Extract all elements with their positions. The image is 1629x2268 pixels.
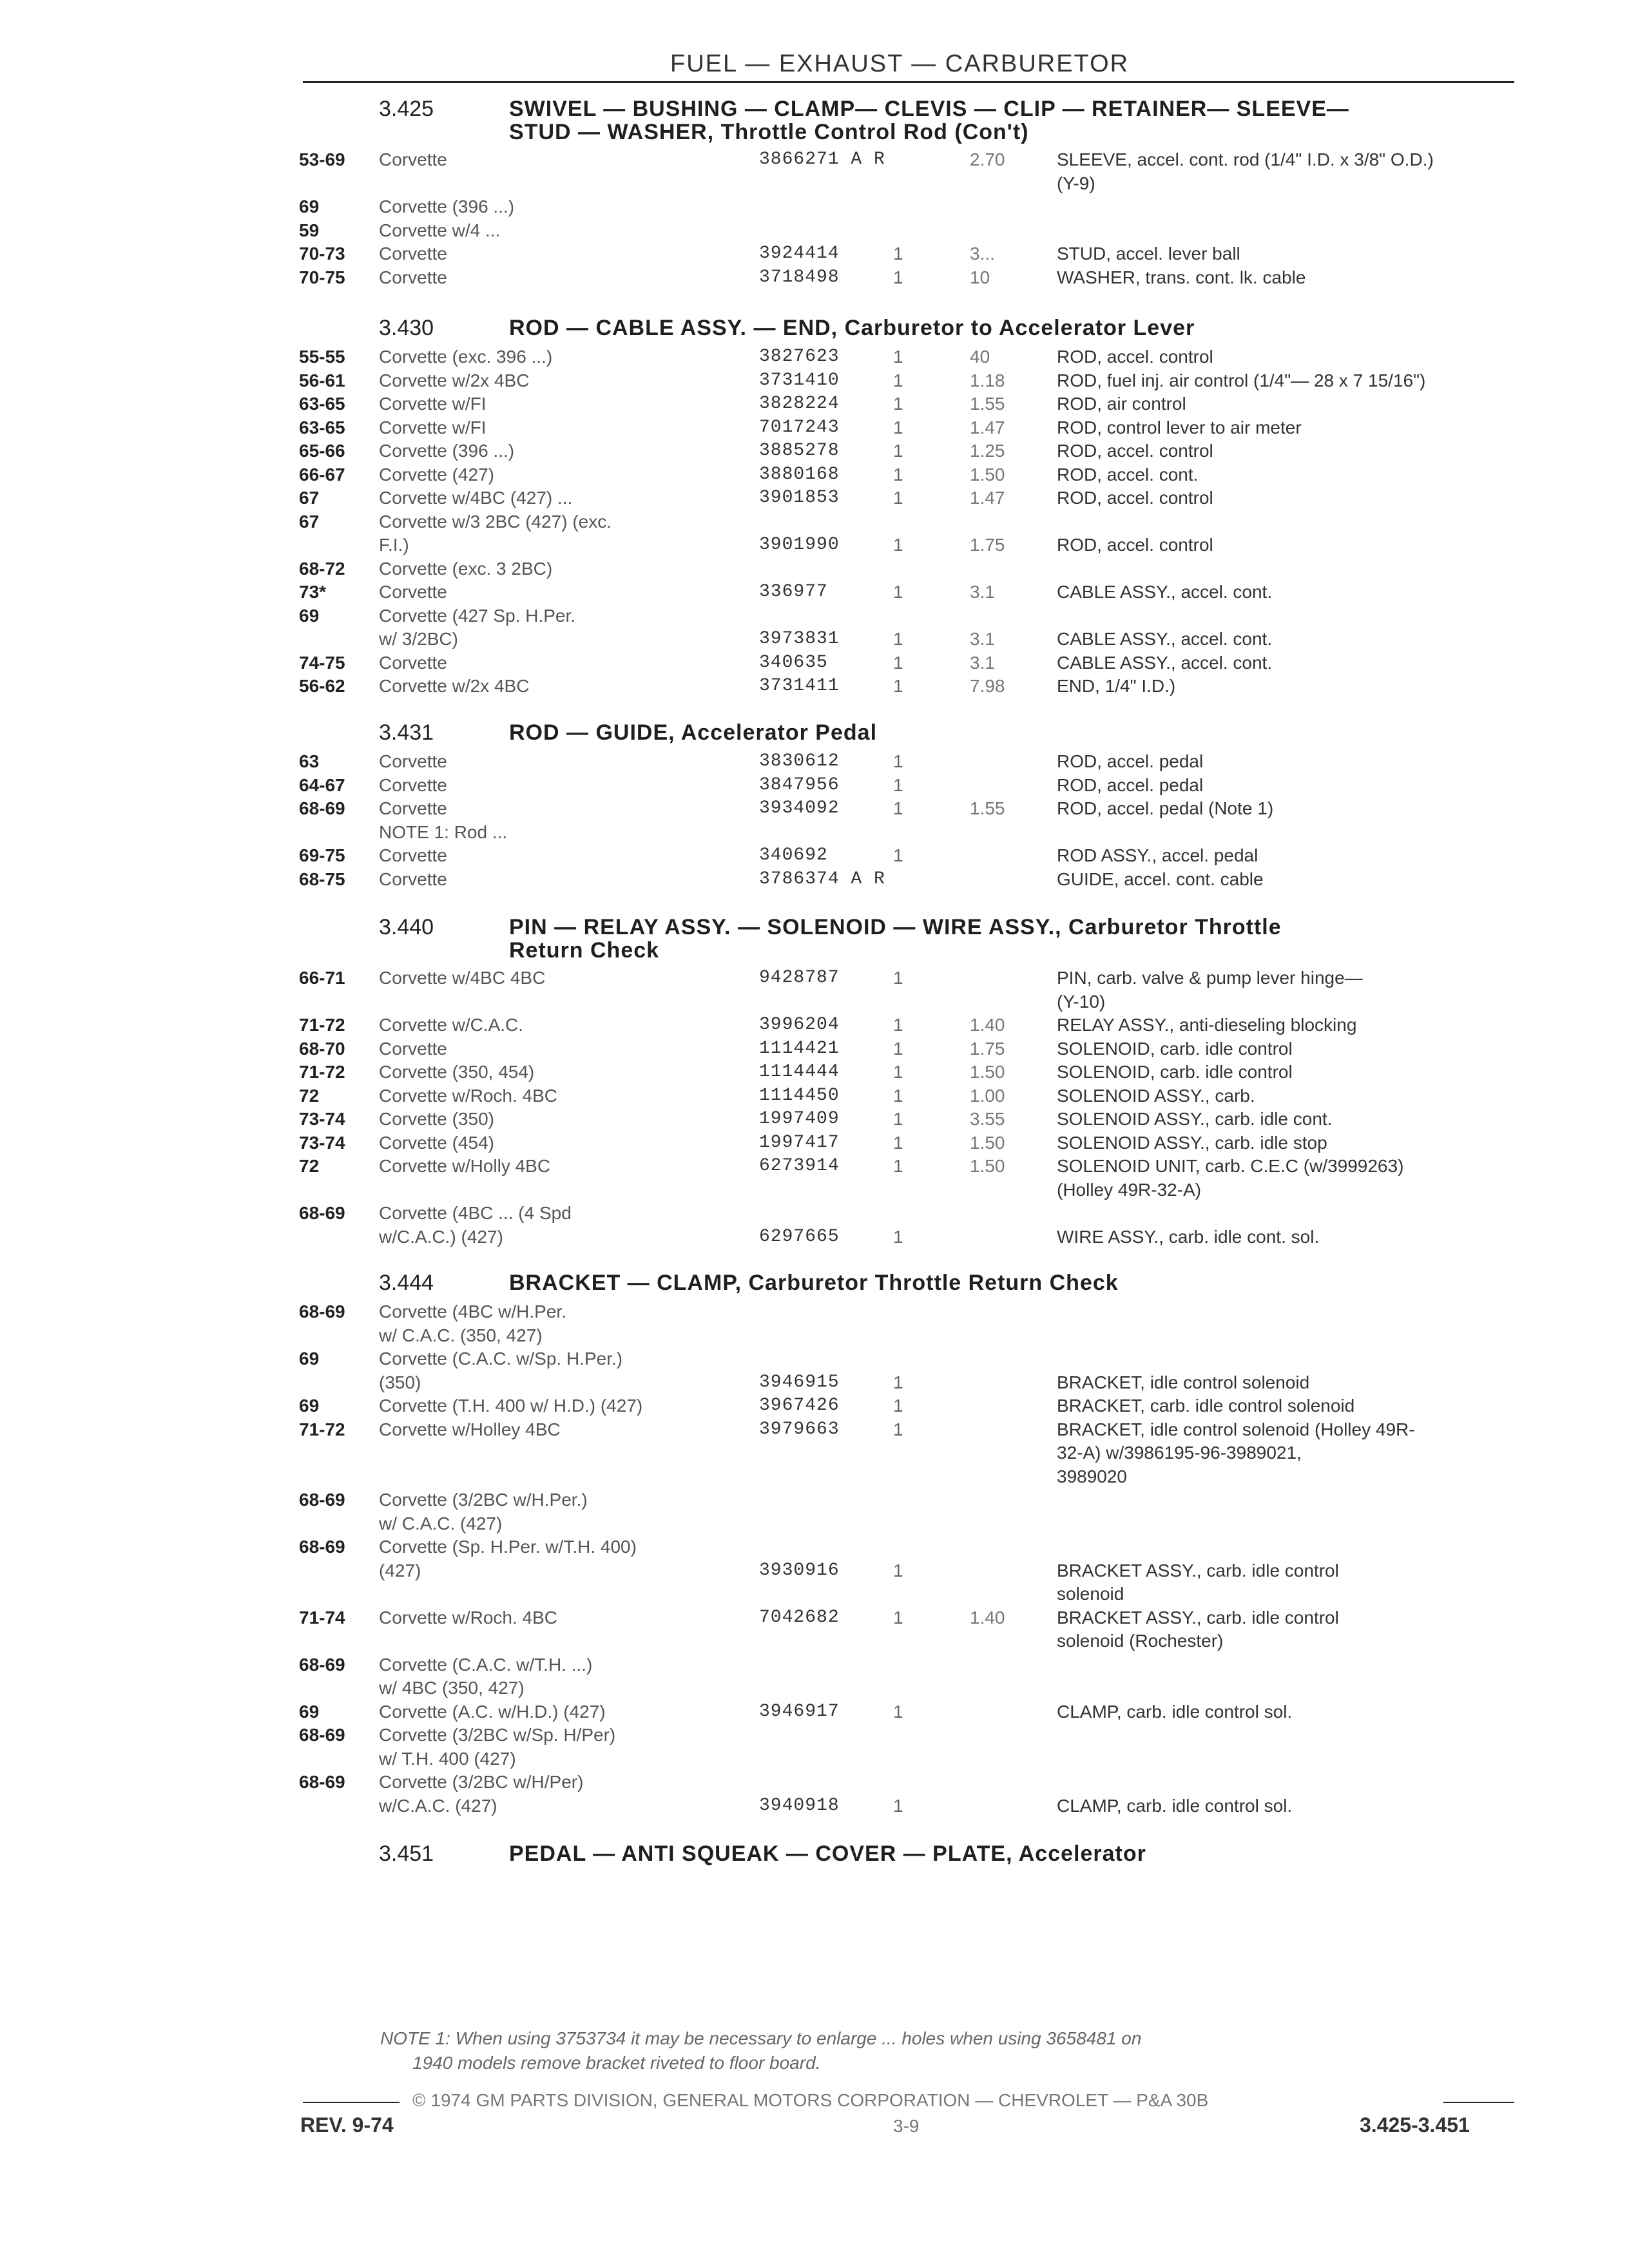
model-cell: (350) bbox=[379, 1372, 421, 1392]
group-cell: 3.55 bbox=[970, 1109, 1005, 1129]
year-cell: 69 bbox=[299, 605, 320, 626]
footer-rule-right bbox=[1443, 2102, 1514, 2103]
group-cell: 1.47 bbox=[970, 417, 1005, 437]
description-cell: WASHER, trans. cont. lk. cable bbox=[1057, 267, 1306, 287]
footer-page-number: 3-9 bbox=[893, 2116, 920, 2136]
quantity-cell: 1 bbox=[893, 244, 903, 264]
year-cell: 68-75 bbox=[299, 869, 345, 889]
part-number-cell: 3786374 A R bbox=[759, 869, 885, 889]
description-cell: CLAMP, carb. idle control sol. bbox=[1057, 1795, 1293, 1816]
quantity-cell: 1 bbox=[893, 417, 903, 437]
part-number-cell: 6297665 bbox=[759, 1226, 840, 1247]
group-cell: 1.40 bbox=[970, 1015, 1005, 1035]
description-cell: ROD ASSY., accel. pedal bbox=[1057, 845, 1258, 865]
model-cell: Corvette (T.H. 400 w/ H.D.) (427) bbox=[379, 1396, 643, 1416]
model-cell: Corvette bbox=[379, 652, 447, 673]
model-cell: Corvette (A.C. w/H.D.) (427) bbox=[379, 1701, 606, 1722]
model-cell: Corvette w/2x 4BC bbox=[379, 676, 530, 696]
group-cell: 1.18 bbox=[970, 370, 1005, 390]
group-cell: 3.1 bbox=[970, 652, 995, 673]
model-cell: Corvette w/4BC 4BC bbox=[379, 968, 546, 988]
part-number-cell: 1114450 bbox=[759, 1085, 840, 1106]
section-number: 3.431 bbox=[379, 720, 434, 745]
description-cell: ROD, air control bbox=[1057, 394, 1186, 414]
footer-revision: REV. 9-74 bbox=[300, 2113, 394, 2137]
group-cell: 1.75 bbox=[970, 535, 1005, 555]
part-number-cell: 1997417 bbox=[759, 1132, 840, 1153]
model-cell: Corvette bbox=[379, 798, 447, 818]
model-cell: Corvette (Sp. H.Per. w/T.H. 400) bbox=[379, 1537, 637, 1557]
section-title: PEDAL — ANTI SQUEAK — COVER — PLATE, Accelerator bbox=[509, 1841, 1146, 1866]
part-number-cell: 3967426 bbox=[759, 1396, 840, 1416]
quantity-cell: 1 bbox=[893, 267, 903, 287]
description-cell: ROD, accel. pedal bbox=[1057, 774, 1204, 795]
description-cell: SLEEVE, accel. cont. rod (1/4" I.D. x 3/8" O.D.) bbox=[1057, 149, 1434, 169]
model-cell: Corvette (427) bbox=[379, 464, 494, 485]
year-cell: 66-71 bbox=[299, 968, 345, 988]
running-title: FUEL — EXHAUST — CARBURETOR bbox=[670, 50, 1130, 77]
group-cell: 1.50 bbox=[970, 1062, 1005, 1082]
quantity-cell: 1 bbox=[893, 1085, 903, 1106]
quantity-cell: 1 bbox=[893, 1372, 903, 1392]
section-title: ROD — GUIDE, Accelerator Pedal bbox=[509, 720, 878, 745]
part-number-cell: 3973831 bbox=[759, 629, 840, 649]
part-number-cell: 1114444 bbox=[759, 1062, 840, 1082]
year-cell: 68-69 bbox=[299, 1654, 345, 1675]
model-cell: Corvette w/3 2BC (427) (exc. bbox=[379, 511, 612, 532]
model-cell: Corvette (4BC ... (4 Spd bbox=[379, 1203, 572, 1223]
model-cell: NOTE 1: Rod ... bbox=[379, 822, 508, 842]
description-cell: GUIDE, accel. cont. cable bbox=[1057, 869, 1264, 889]
year-cell: 72 bbox=[299, 1085, 320, 1106]
part-number-cell: 3901990 bbox=[759, 535, 840, 555]
part-number-cell: 3827623 bbox=[759, 347, 840, 367]
part-number-cell: 3934092 bbox=[759, 798, 840, 818]
quantity-cell: 1 bbox=[893, 535, 903, 555]
description-cell: SOLENOID ASSY., carb. idle cont. bbox=[1057, 1109, 1333, 1129]
model-cell: Corvette (exc. 396 ...) bbox=[379, 347, 553, 367]
part-number-cell: 7042682 bbox=[759, 1607, 840, 1628]
year-cell: 55-55 bbox=[299, 347, 345, 367]
year-cell: 68-69 bbox=[299, 1302, 345, 1321]
section-title: PIN — RELAY ASSY. — SOLENOID — WIRE ASSY., Carburetor Throttle bbox=[509, 915, 1282, 939]
model-cell: Corvette w/FI bbox=[379, 394, 487, 414]
part-number-cell: 1997409 bbox=[759, 1109, 840, 1129]
year-cell: 63-65 bbox=[299, 417, 345, 437]
model-cell: Corvette (3/2BC w/Sp. H/Per) bbox=[379, 1725, 616, 1745]
part-number-cell: 3718498 bbox=[759, 267, 840, 287]
model-cell: Corvette bbox=[379, 845, 447, 865]
year-cell: 66-67 bbox=[299, 464, 345, 485]
footer-section-range: 3.425-3.451 bbox=[1360, 2113, 1470, 2137]
model-cell: Corvette (350, 454) bbox=[379, 1062, 535, 1082]
year-cell: 73-74 bbox=[299, 1109, 345, 1129]
quantity-cell: 1 bbox=[893, 1015, 903, 1035]
description-cell: END, 1/4" I.D.) bbox=[1057, 676, 1176, 696]
model-cell: Corvette (3/2BC w/H/Per) bbox=[379, 1772, 584, 1792]
group-cell: 7.98 bbox=[970, 676, 1005, 696]
quantity-cell: 1 bbox=[893, 370, 903, 390]
section-number: 3.451 bbox=[379, 1841, 434, 1866]
description-cell: SOLENOID UNIT, carb. C.E.C (w/3999263) bbox=[1057, 1156, 1404, 1176]
section-number: 3.440 bbox=[379, 915, 434, 939]
year-cell: 71-72 bbox=[299, 1015, 345, 1035]
quantity-cell: 1 bbox=[893, 968, 903, 988]
model-cell: w/ T.H. 400 (427) bbox=[379, 1748, 516, 1769]
model-cell: Corvette (C.A.C. w/Sp. H.Per.) bbox=[379, 1349, 623, 1369]
year-cell: 53-69 bbox=[299, 149, 345, 169]
year-cell: 64-67 bbox=[299, 774, 345, 795]
year-cell: 56-61 bbox=[299, 370, 345, 390]
quantity-cell: 1 bbox=[893, 1038, 903, 1059]
year-cell: 68-72 bbox=[299, 558, 345, 579]
group-cell: 1.40 bbox=[970, 1607, 1005, 1628]
description-cell: ROD, control lever to air meter bbox=[1057, 417, 1302, 437]
year-cell: 74-75 bbox=[299, 652, 345, 673]
part-number-cell: 3979663 bbox=[759, 1419, 840, 1439]
description-cell: SOLENOID, carb. idle control bbox=[1057, 1062, 1293, 1082]
group-cell: 1.47 bbox=[970, 488, 1005, 508]
year-cell: 69 bbox=[299, 1396, 320, 1416]
description-cell: ROD, accel. cont. bbox=[1057, 464, 1199, 485]
description-cell: (Holley 49R-32-A) bbox=[1057, 1179, 1202, 1200]
section-number: 3.430 bbox=[379, 316, 434, 340]
model-cell: w/ C.A.C. (427) bbox=[379, 1513, 503, 1533]
description-cell: WIRE ASSY., carb. idle cont. sol. bbox=[1057, 1226, 1320, 1247]
year-cell: 71-72 bbox=[299, 1062, 345, 1082]
part-number-cell: 3924414 bbox=[759, 244, 840, 264]
description-cell: SOLENOID ASSY., carb. bbox=[1057, 1085, 1255, 1106]
description-cell: STUD, accel. lever ball bbox=[1057, 244, 1240, 264]
model-cell: Corvette (exc. 3 2BC) bbox=[379, 558, 553, 579]
model-cell: w/ 4BC (350, 427) bbox=[379, 1678, 525, 1698]
year-cell: 68-69 bbox=[299, 798, 345, 818]
quantity-cell: 1 bbox=[893, 488, 903, 508]
part-number-cell: 3901853 bbox=[759, 488, 840, 508]
description-cell: BRACKET, carb. idle control solenoid bbox=[1057, 1396, 1355, 1416]
part-number-cell: 3930916 bbox=[759, 1560, 840, 1581]
part-number-cell: 3731410 bbox=[759, 370, 840, 390]
year-cell: 69 bbox=[299, 1701, 320, 1722]
year-cell: 63-65 bbox=[299, 394, 345, 414]
description-cell: (Y-9) bbox=[1057, 173, 1095, 193]
description-cell: ROD, accel. control bbox=[1057, 535, 1213, 555]
section-title: BRACKET — CLAMP, Carburetor Throttle Return Check bbox=[509, 1271, 1119, 1295]
quantity-cell: 1 bbox=[893, 441, 903, 461]
group-cell: 1.50 bbox=[970, 1132, 1005, 1153]
quantity-cell: 1 bbox=[893, 347, 903, 367]
section-number: 3.425 bbox=[379, 97, 434, 121]
description-cell: ROD, accel. control bbox=[1057, 441, 1213, 461]
description-cell: ROD, fuel inj. air control (1/4"— 28 x 7 15/16") bbox=[1057, 370, 1426, 390]
quantity-cell: 1 bbox=[893, 676, 903, 696]
group-cell: 1.55 bbox=[970, 798, 1005, 818]
quantity-cell: 1 bbox=[893, 1560, 903, 1581]
model-cell: Corvette w/FI bbox=[379, 417, 487, 437]
part-number-cell: 6273914 bbox=[759, 1156, 840, 1176]
year-cell: 67 bbox=[299, 511, 320, 532]
part-number-cell: 340692 bbox=[759, 845, 828, 865]
part-number-cell: 3880168 bbox=[759, 464, 840, 485]
header-rule bbox=[303, 81, 1514, 83]
year-cell: 68-69 bbox=[299, 1772, 345, 1792]
final-note-line-1: NOTE 1: When using 3753734 it may be necessary to enlarge ... holes when using 3658481 on bbox=[380, 2028, 1142, 2048]
year-cell: 67 bbox=[299, 488, 320, 508]
model-cell: Corvette bbox=[379, 582, 447, 602]
year-cell: 72 bbox=[299, 1156, 320, 1176]
quantity-cell: 1 bbox=[893, 1132, 903, 1153]
model-cell: Corvette (427 Sp. H.Per. bbox=[379, 605, 576, 626]
description-cell: (Y-10) bbox=[1057, 991, 1106, 1012]
model-cell: Corvette bbox=[379, 774, 447, 795]
part-number-cell: 3847956 bbox=[759, 774, 840, 795]
description-cell: CABLE ASSY., accel. cont. bbox=[1057, 652, 1273, 673]
description-cell: SOLENOID, carb. idle control bbox=[1057, 1038, 1293, 1059]
part-number-cell: 3830612 bbox=[759, 751, 840, 771]
year-cell: 68-69 bbox=[299, 1490, 345, 1510]
year-cell: 70-75 bbox=[299, 267, 345, 287]
model-cell: Corvette (454) bbox=[379, 1132, 494, 1153]
quantity-cell: 1 bbox=[893, 1795, 903, 1816]
year-cell: 68-69 bbox=[299, 1725, 345, 1745]
description-cell: ROD, accel. pedal (Note 1) bbox=[1057, 798, 1274, 818]
group-cell: 3... bbox=[970, 244, 995, 264]
model-cell: Corvette (4BC w/H.Per. bbox=[379, 1302, 566, 1321]
year-cell: 73-74 bbox=[299, 1132, 345, 1153]
part-number-cell: 7017243 bbox=[759, 417, 840, 437]
group-cell: 1.75 bbox=[970, 1038, 1005, 1059]
section-title-continued: STUD — WASHER, Throttle Control Rod (Con't) bbox=[509, 120, 1029, 144]
group-cell: 3.1 bbox=[970, 629, 995, 649]
year-cell: 69 bbox=[299, 1349, 320, 1369]
description-cell: BRACKET ASSY., carb. idle control bbox=[1057, 1607, 1339, 1628]
model-cell: Corvette w/C.A.C. bbox=[379, 1015, 524, 1035]
quantity-cell: 1 bbox=[893, 798, 903, 818]
description-cell: BRACKET, idle control solenoid bbox=[1057, 1372, 1310, 1392]
model-cell: Corvette (C.A.C. w/T.H. ...) bbox=[379, 1654, 593, 1675]
group-cell: 40 bbox=[970, 347, 990, 367]
model-cell: w/ C.A.C. (350, 427) bbox=[379, 1325, 543, 1345]
model-cell: Corvette (396 ...) bbox=[379, 197, 515, 216]
model-cell: Corvette w/2x 4BC bbox=[379, 370, 530, 390]
quantity-cell: 1 bbox=[893, 1156, 903, 1176]
quantity-cell: 1 bbox=[893, 394, 903, 414]
quantity-cell: 1 bbox=[893, 1607, 903, 1628]
group-cell: 1.50 bbox=[970, 464, 1005, 485]
model-cell: Corvette bbox=[379, 244, 447, 264]
group-cell: 1.50 bbox=[970, 1156, 1005, 1176]
quantity-cell: 1 bbox=[893, 1701, 903, 1722]
quantity-cell: 1 bbox=[893, 1396, 903, 1416]
part-number-cell: 3996204 bbox=[759, 1015, 840, 1035]
section-title: SWIVEL — BUSHING — CLAMP— CLEVIS — CLIP — RETAINER— SLEEVE— bbox=[509, 97, 1349, 121]
section-title: ROD — CABLE ASSY. — END, Carburetor to Accelerator Lever bbox=[509, 316, 1195, 340]
year-cell: 68-69 bbox=[299, 1203, 345, 1223]
description-cell: CLAMP, carb. idle control sol. bbox=[1057, 1701, 1293, 1722]
group-cell: 2.70 bbox=[970, 149, 1005, 169]
year-cell: 69-75 bbox=[299, 845, 345, 865]
year-cell: 68-69 bbox=[299, 1537, 345, 1557]
description-cell: solenoid bbox=[1057, 1584, 1124, 1604]
description-cell: BRACKET ASSY., carb. idle control bbox=[1057, 1560, 1339, 1581]
description-cell: ROD, accel. control bbox=[1057, 347, 1213, 367]
model-cell: Corvette w/Holly 4BC bbox=[379, 1156, 551, 1176]
footer-rule-left bbox=[303, 2102, 400, 2103]
model-cell: Corvette bbox=[379, 267, 447, 287]
model-cell: (427) bbox=[379, 1560, 421, 1581]
section-number: 3.444 bbox=[379, 1271, 434, 1295]
year-cell: 65-66 bbox=[299, 441, 345, 461]
part-number-cell: 3731411 bbox=[759, 676, 840, 696]
footer-copyright: © 1974 GM PARTS DIVISION, GENERAL MOTORS CORPORATION — CHEVROLET — P&A 30B bbox=[412, 2090, 1209, 2110]
part-number-cell: 3946917 bbox=[759, 1701, 840, 1722]
group-cell: 3.1 bbox=[970, 582, 995, 602]
model-cell: w/C.A.C. (427) bbox=[379, 1795, 497, 1816]
year-cell: 71-72 bbox=[299, 1419, 345, 1439]
description-cell: RELAY ASSY., anti-dieseling blocking bbox=[1057, 1015, 1357, 1035]
quantity-cell: 1 bbox=[893, 464, 903, 485]
year-cell: 70-73 bbox=[299, 244, 345, 264]
final-note-line-2: 1940 models remove bracket riveted to floor board. bbox=[412, 2053, 821, 2073]
description-cell: CABLE ASSY., accel. cont. bbox=[1057, 582, 1273, 602]
quantity-cell: 1 bbox=[893, 845, 903, 865]
group-cell: 1.55 bbox=[970, 394, 1005, 414]
quantity-cell: 1 bbox=[893, 652, 903, 673]
section-title-continued: Return Check bbox=[509, 938, 660, 963]
quantity-cell: 1 bbox=[893, 1226, 903, 1247]
year-cell: 56-62 bbox=[299, 676, 345, 696]
quantity-cell: 1 bbox=[893, 629, 903, 649]
group-cell: 10 bbox=[970, 267, 990, 287]
model-cell: Corvette w/Holley 4BC bbox=[379, 1419, 561, 1439]
part-number-cell: 9428787 bbox=[759, 968, 840, 988]
group-cell: 1.25 bbox=[970, 441, 1005, 461]
quantity-cell: 1 bbox=[893, 1062, 903, 1082]
description-cell: 3989020 bbox=[1057, 1466, 1128, 1486]
model-cell: w/ 3/2BC) bbox=[379, 629, 458, 649]
description-cell: ROD, accel. pedal bbox=[1057, 751, 1204, 771]
year-cell: 69 bbox=[299, 197, 320, 216]
model-cell: F.I.) bbox=[379, 535, 409, 555]
quantity-cell: 1 bbox=[893, 774, 903, 795]
model-cell: Corvette bbox=[379, 1038, 447, 1059]
year-cell: 63 bbox=[299, 751, 320, 771]
quantity-cell: 1 bbox=[893, 1419, 903, 1439]
year-cell: 71-74 bbox=[299, 1607, 345, 1628]
part-number-cell: 1114421 bbox=[759, 1038, 840, 1059]
model-cell: Corvette w/4 ... bbox=[379, 220, 501, 240]
part-number-cell: 3940918 bbox=[759, 1795, 840, 1816]
quantity-cell: 1 bbox=[893, 751, 903, 771]
part-number-cell: 3866271 A R bbox=[759, 149, 885, 169]
description-cell: ROD, accel. control bbox=[1057, 488, 1213, 508]
description-cell: BRACKET, idle control solenoid (Holley 49R- bbox=[1057, 1419, 1415, 1439]
model-cell: Corvette (350) bbox=[379, 1109, 494, 1129]
year-cell: 59 bbox=[299, 220, 320, 240]
part-number-cell: 336977 bbox=[759, 582, 828, 602]
model-cell: w/C.A.C.) (427) bbox=[379, 1226, 503, 1247]
part-number-cell: 340635 bbox=[759, 652, 828, 673]
model-cell: Corvette (396 ...) bbox=[379, 441, 515, 461]
quantity-cell: 1 bbox=[893, 582, 903, 602]
part-number-cell: 3828224 bbox=[759, 394, 840, 414]
model-cell: Corvette bbox=[379, 149, 447, 169]
description-cell: PIN, carb. valve & pump lever hinge— bbox=[1057, 968, 1363, 988]
year-cell: 68-70 bbox=[299, 1038, 345, 1059]
model-cell: Corvette (3/2BC w/H.Per.) bbox=[379, 1490, 588, 1510]
model-cell: Corvette bbox=[379, 751, 447, 771]
description-cell: solenoid (Rochester) bbox=[1057, 1631, 1224, 1651]
part-number-cell: 3946915 bbox=[759, 1372, 840, 1392]
model-cell: Corvette w/Roch. 4BC bbox=[379, 1607, 557, 1628]
description-cell: SOLENOID ASSY., carb. idle stop bbox=[1057, 1132, 1327, 1153]
part-number-cell: 3885278 bbox=[759, 441, 840, 461]
year-cell: 73* bbox=[299, 582, 327, 602]
description-cell: CABLE ASSY., accel. cont. bbox=[1057, 629, 1273, 649]
description-cell: 32-A) w/3986195-96-3989021, bbox=[1057, 1443, 1302, 1463]
group-cell: 1.00 bbox=[970, 1085, 1005, 1106]
model-cell: Corvette bbox=[379, 869, 447, 889]
model-cell: Corvette w/Roch. 4BC bbox=[379, 1085, 557, 1106]
model-cell: Corvette w/4BC (427) ... bbox=[379, 488, 573, 508]
quantity-cell: 1 bbox=[893, 1109, 903, 1129]
